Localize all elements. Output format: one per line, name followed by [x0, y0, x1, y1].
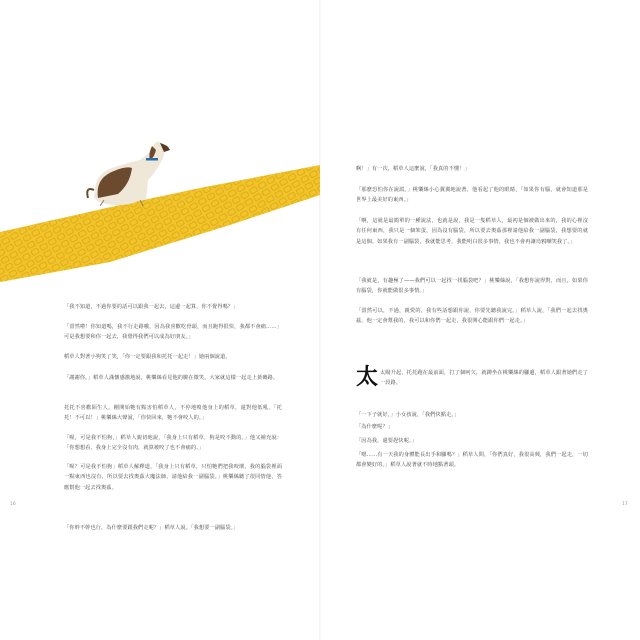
left-paragraph-4: 「謝謝你。」稻草人滿懷感激地說，桃樂絲看見他的臉在微笑，大家就這樣一起走上黃磚路。 [64, 375, 279, 381]
left-paragraph-2: 「當然啦！你知道嗎，我不行走路哦，因為我喜歡吃骨頭，而且跑得很快，我都不會痛……」可是我想要和你一起去，我覺得我們可以成為好朋友。」 [64, 324, 282, 341]
right-paragraph-10: 「嗯……有一天我的身體能長出手和腳嗎？」稻草人問，「你們真好，我很高興，我們一起走，一切都會變好的。」稻草人說著就不時地點著頭。 [356, 452, 588, 469]
yellow-road-illustration [0, 0, 320, 300]
right-paragraph-4: 「我就是，有趣極了——我們可以一起找一找腦袋吧？」桃樂絲說，「我想你說得對，而且，如果你有腦袋，你就能做很多事情。」 [356, 278, 588, 295]
left-paragraph-3: 稻草人對著小狗笑了笑，「你一定要跟我和托托一起走！」她兩個說道。 [64, 354, 231, 360]
left-page-number: 16 [10, 502, 16, 507]
right-paragraph-8: 「為什麼呢？」 [356, 424, 394, 430]
right-paragraph-6: 太陽升起，托托跑在最前面，打了個呵欠，就蹲坐在桃樂絲的腳邊，稻草人跟著她們走了一段路。 [380, 370, 588, 387]
right-paragraph-9: 「因為我，還要趕快呢。」 [356, 438, 417, 444]
right-paragraph-7: 「一下子就好，」小女孩說，「我們快點走。」 [356, 412, 460, 418]
left-paragraph-7: 「喔？可是我不怕狗」稻草人解釋道，「我身上只有稻草，只怕牠們把我咬壞，我的腦袋裡面一點東西也沒有，所以要去找奧茲大魔法師，請他給我一副腦袋。」桃樂絲聽了很同情他，答應幫他一起去找奧茲。 [64, 464, 282, 491]
right-paragraph-5: 「當然可以，不過，親愛的，我有些話想跟你說，你要先聽我說完。」稻草人說，「我們一起去找奧茲，他一定會幫我的，我可以和你們一起走，我很開心能跟你們一起走。」 [356, 308, 588, 325]
right-page-number: 17 [622, 502, 628, 507]
right-paragraph-3: 「啊，這就是最簡單的一種說法，也就是說，我是一隻稻草人，最初是個被做出來的，我的心裡沒有任何東西，我只是一個笨蛋，因為沒有腦袋，所以要去奧茲那裡請他給我一副腦袋，我想要的就是這個。如果我有一副腦袋，我就能思考，我能明白很多事情，我也不會再讓烏鴉嘲笑我了。」 [356, 218, 588, 245]
left-paragraph-1: 「我不知道，不過你要的話可以跟我一起去，這邊一起算，你不覺得嗎？」 [64, 304, 239, 310]
dog-icon [87, 142, 170, 206]
right-paragraph-1: 啊！」有一次，稻草人這麼說，「我真的不懂！」 [356, 166, 470, 172]
road-path [0, 165, 320, 282]
drop-cap: 太 [356, 364, 379, 390]
right-paragraph-2: 「那麼恐怕你在說謊。」桃樂絲小心翼翼地說著，他看起了他的眼睛，「如果你有腦，就會知道那是世界上最美好的東西。」 [356, 187, 588, 204]
left-paragraph-6: 「喔，可是我不怕狗，」稻草人親切地說，「我身上只有稻草，狗是咬不動的。」他又補充說：「你想想看，我身上完全沒有肉，就算被咬了也不會痛的。」 [64, 435, 282, 452]
left-paragraph-8: 「你幹不幹也行，為什麼要跟我們走呢？」稻草人說。「我想要一副腦袋。」 [64, 525, 239, 531]
left-paragraph-5: 托托不喜歡陌生人。剛開始牠有點害怕稻草人，不停地嗅他身上的稻草，還對他低吼，「托托！不可以！」桃樂絲大聲說，「你快回來，牠不會咬人的。」 [64, 405, 282, 422]
